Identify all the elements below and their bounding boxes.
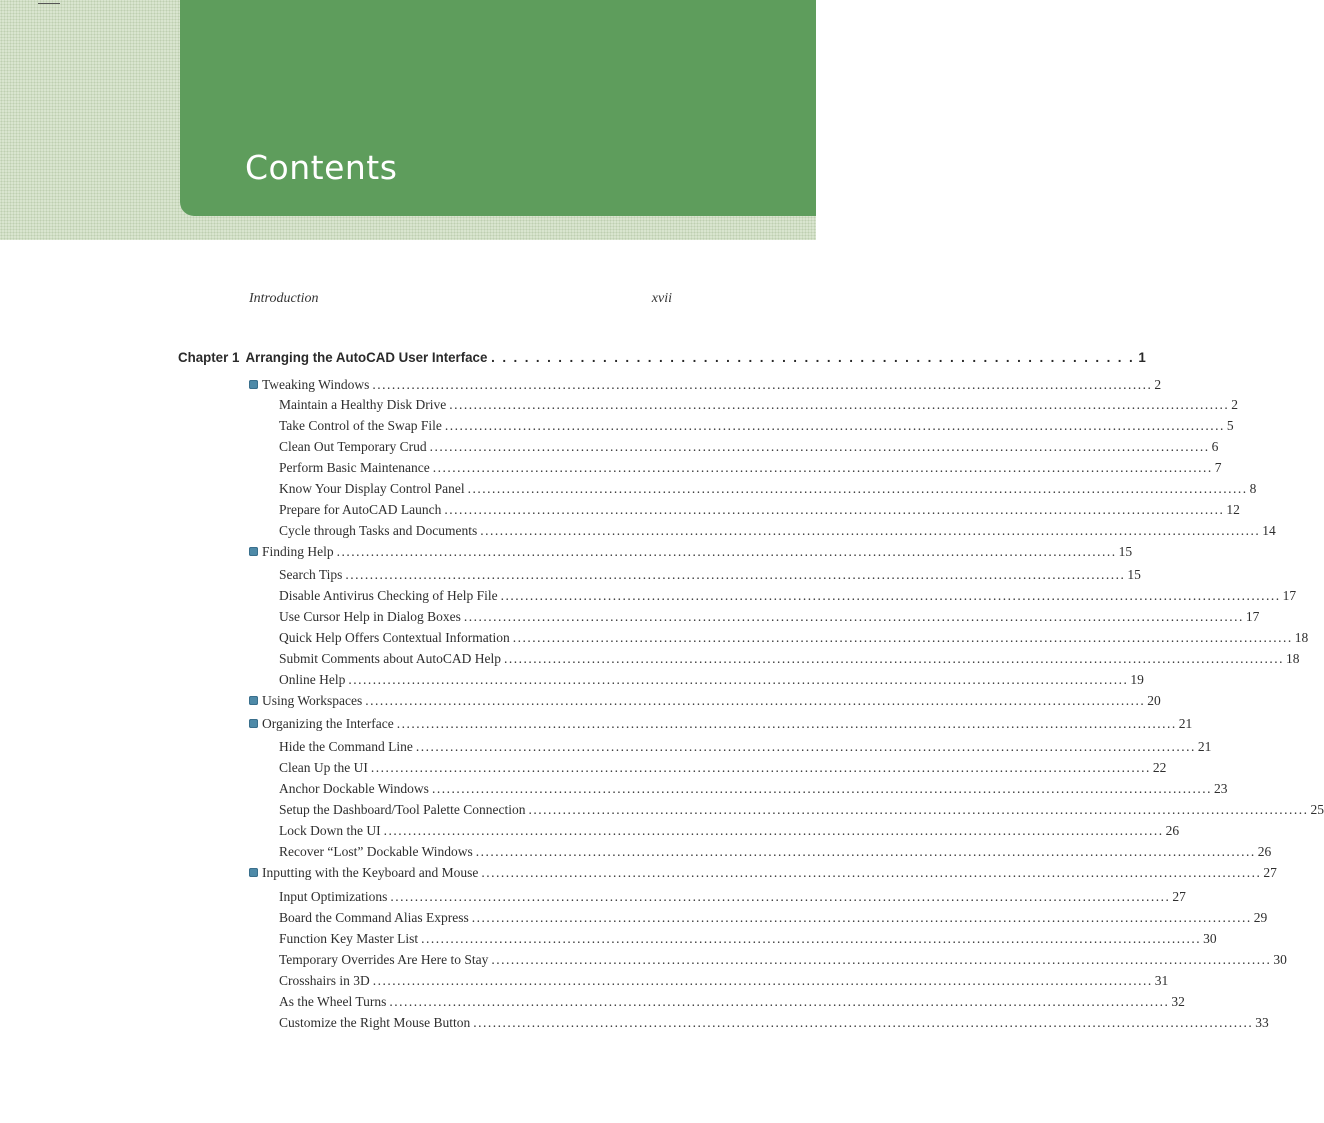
toc-subsection <box>279 439 1219 455</box>
toc-subsection <box>279 739 1212 755</box>
leader-dots: ................................................................................................................................................................ <box>481 865 1262 880</box>
entry-title: Setup the Dashboard/Tool Palette Connection <box>279 802 526 817</box>
entry-title: Quick Help Offers Contextual Information <box>279 630 510 645</box>
chapter-label: Chapter 1 <box>178 349 240 365</box>
entry-page: 20 <box>1147 693 1161 708</box>
toc-subsection <box>279 630 1309 646</box>
entry-page: 25 <box>1310 802 1324 817</box>
toc-subsection <box>279 952 1287 968</box>
entry-page: 8 <box>1249 481 1257 496</box>
leader-dots: . . . . . . . . . . . . . . . . . . . . . . . . . . . . . . . . . . . . . . . . . . . . . . . . . . . . . . . . . . <box>491 349 1135 365</box>
entry-title: Online Help <box>279 672 346 687</box>
toc-subsection <box>279 844 1272 860</box>
leader-dots: ................................................................................................................................................................ <box>383 823 1164 838</box>
entry-page: 27 <box>1172 889 1186 904</box>
entry-page: 29 <box>1253 910 1268 925</box>
entry-title: Customize the Right Mouse Button <box>279 1015 471 1030</box>
entry-title: Clean Out Temporary Crud <box>279 439 427 454</box>
leader-dots: ................................................................................................................................................................ <box>512 630 1293 645</box>
toc-subsection <box>279 781 1228 797</box>
entry-page: 31 <box>1154 973 1169 988</box>
entry-title: Tweaking Windows <box>262 377 370 392</box>
toc-subsection <box>279 1015 1269 1031</box>
leader-dots: ................................................................................................................................................................ <box>444 502 1225 517</box>
leader-dots: ................................................................................................................................................................ <box>491 952 1272 967</box>
entry-title: Anchor Dockable Windows <box>279 781 429 796</box>
leader-dots: ................................................................................................................................................................ <box>475 844 1256 859</box>
entry-title: Use Cursor Help in Dialog Boxes <box>279 609 461 624</box>
leader-dots: ................................................................................................................................................................ <box>449 397 1230 412</box>
entry-page: 32 <box>1171 994 1185 1009</box>
toc-subsection <box>279 651 1300 667</box>
leader-dots: ................................................................................................................................................................ <box>396 716 1177 731</box>
entry-page: 21 <box>1197 739 1212 754</box>
entry-page: 23 <box>1213 781 1228 796</box>
toc-subsection <box>279 481 1257 497</box>
chapter-entry <box>178 349 1146 365</box>
toc-section <box>249 693 1161 709</box>
leader-dots: ................................................................................................................................................................ <box>463 609 1244 624</box>
entry-title: Temporary Overrides Are Here to Stay <box>279 952 489 967</box>
entry-page: 30 <box>1203 931 1217 946</box>
leader-dots: ................................................................................................................................................................ <box>480 523 1261 538</box>
entry-title: Clean Up the UI <box>279 760 368 775</box>
entry-title: Using Workspaces <box>262 693 363 708</box>
corner-rule <box>38 3 60 4</box>
entry-page: 19 <box>1130 672 1144 687</box>
leader-dots: ................................................................................................................................................................ <box>345 567 1126 582</box>
entry-page: 15 <box>1127 567 1141 582</box>
toc-section <box>249 716 1193 732</box>
leader-dots: ................................................................................................................................................................ <box>429 439 1210 454</box>
leader-dots: ................................................................................................................................................................ <box>431 781 1212 796</box>
leader-dots: ................................................................................................................................................................ <box>504 651 1285 666</box>
entry-title: Inputting with the Keyboard and Mouse <box>262 865 479 880</box>
entry-title: Prepare for AutoCAD Launch <box>279 502 442 517</box>
leader-dots: ................................................................................................................................................................ <box>348 672 1129 687</box>
introduction-entry <box>249 291 672 307</box>
entry-title: Know Your Display Control Panel <box>279 481 465 496</box>
toc-subsection <box>279 523 1276 539</box>
toc-subsection <box>279 502 1240 518</box>
entry-title: Organizing the Interface <box>262 716 394 731</box>
leader-dots: ................................................................................................................................................................ <box>372 973 1153 988</box>
toc-subsection <box>279 418 1234 434</box>
toc-section <box>249 544 1133 560</box>
chapter-page: 1 <box>1138 349 1146 365</box>
page-title: Contents <box>245 148 398 187</box>
entry-page: 2 <box>1154 377 1162 392</box>
entry-title: Input Optimizations <box>279 889 388 904</box>
leader-dots: ................................................................................................................................................................ <box>444 418 1225 433</box>
entry-page: 17 <box>1245 609 1260 624</box>
section-bullet-icon <box>249 380 258 389</box>
toc-subsection <box>279 397 1238 413</box>
entry-page: 27 <box>1263 865 1277 880</box>
leader-dots: ................................................................................................................................................................ <box>528 802 1309 817</box>
entry-title: Maintain a Healthy Disk Drive <box>279 397 447 412</box>
entry-title: As the Wheel Turns <box>279 994 387 1009</box>
entry-page: 30 <box>1273 952 1287 967</box>
toc-subsection <box>279 588 1297 604</box>
entry-page: 26 <box>1257 844 1272 859</box>
introduction-label: Introduction <box>249 291 319 306</box>
entry-title: Perform Basic Maintenance <box>279 460 430 475</box>
toc-subsection <box>279 973 1169 989</box>
leader-dots: ................................................................................................................................................................ <box>432 460 1213 475</box>
entry-page: 6 <box>1211 439 1219 454</box>
toc-subsection <box>279 802 1324 818</box>
leader-dots: ................................................................................................................................................................ <box>372 377 1153 392</box>
toc-subsection <box>279 910 1268 926</box>
leader-dots: ................................................................................................................................................................ <box>336 544 1117 559</box>
entry-title: Cycle through Tasks and Documents <box>279 523 478 538</box>
entry-title: Disable Antivirus Checking of Help File <box>279 588 498 603</box>
entry-page: 26 <box>1165 823 1180 838</box>
leader-dots: ................................................................................................................................................................ <box>370 760 1151 775</box>
section-bullet-icon <box>249 719 258 728</box>
entry-page: 14 <box>1262 523 1276 538</box>
entry-title: Crosshairs in 3D <box>279 973 370 988</box>
leader-dots: ................................................................................................................................................................ <box>365 693 1146 708</box>
toc-subsection <box>279 760 1167 776</box>
entry-title: Function Key Master List <box>279 931 419 946</box>
entry-page: 12 <box>1226 502 1240 517</box>
toc-subsection <box>279 672 1144 688</box>
entry-page: 15 <box>1118 544 1133 559</box>
toc-section <box>249 865 1277 881</box>
entry-page: 2 <box>1231 397 1238 412</box>
toc-subsection <box>279 567 1141 583</box>
chapter-title: Arranging the AutoCAD User Interface <box>245 349 488 365</box>
entry-title: Search Tips <box>279 567 343 582</box>
entry-title: Lock Down the UI <box>279 823 381 838</box>
leader-dots: ................................................................................................................................................................ <box>500 588 1281 603</box>
toc-subsection <box>279 609 1260 625</box>
toc-subsection <box>279 823 1180 839</box>
toc-subsection <box>279 994 1185 1010</box>
section-bullet-icon <box>249 868 258 877</box>
introduction-page: xvii <box>651 291 672 306</box>
entry-page: 18 <box>1286 651 1300 666</box>
toc-subsection <box>279 460 1222 476</box>
leader-dots: ................................................................................................................................................................ <box>421 931 1202 946</box>
leader-dots: ................................................................................................................................................................ <box>473 1015 1254 1030</box>
entry-title: Hide the Command Line <box>279 739 413 754</box>
entry-page: 17 <box>1282 588 1297 603</box>
section-bullet-icon <box>249 696 258 705</box>
toc-subsection <box>279 889 1186 905</box>
entry-title: Board the Command Alias Express <box>279 910 469 925</box>
entry-page: 21 <box>1178 716 1193 731</box>
entry-page: 5 <box>1226 418 1234 433</box>
entry-page: 18 <box>1294 630 1309 645</box>
entry-title: Recover “Lost” Dockable Windows <box>279 844 473 859</box>
toc-section <box>249 377 1162 393</box>
leader-dots: ................................................................................................................................................................ <box>390 889 1171 904</box>
entry-page: 22 <box>1152 760 1167 775</box>
leader-dots: ................................................................................................................................................................ <box>471 910 1252 925</box>
entry-page: 33 <box>1255 1015 1269 1030</box>
leader-dots: ................................................................................................................................................................ <box>415 739 1196 754</box>
entry-title: Finding Help <box>262 544 334 559</box>
leader-dots: ................................................................................................................................................................ <box>467 481 1248 496</box>
section-bullet-icon <box>249 547 258 556</box>
toc-subsection <box>279 931 1217 947</box>
entry-page: 7 <box>1214 460 1222 475</box>
entry-title: Take Control of the Swap File <box>279 418 442 433</box>
leader-dots: ................................................................................................................................................................ <box>389 994 1170 1009</box>
entry-title: Submit Comments about AutoCAD Help <box>279 651 502 666</box>
